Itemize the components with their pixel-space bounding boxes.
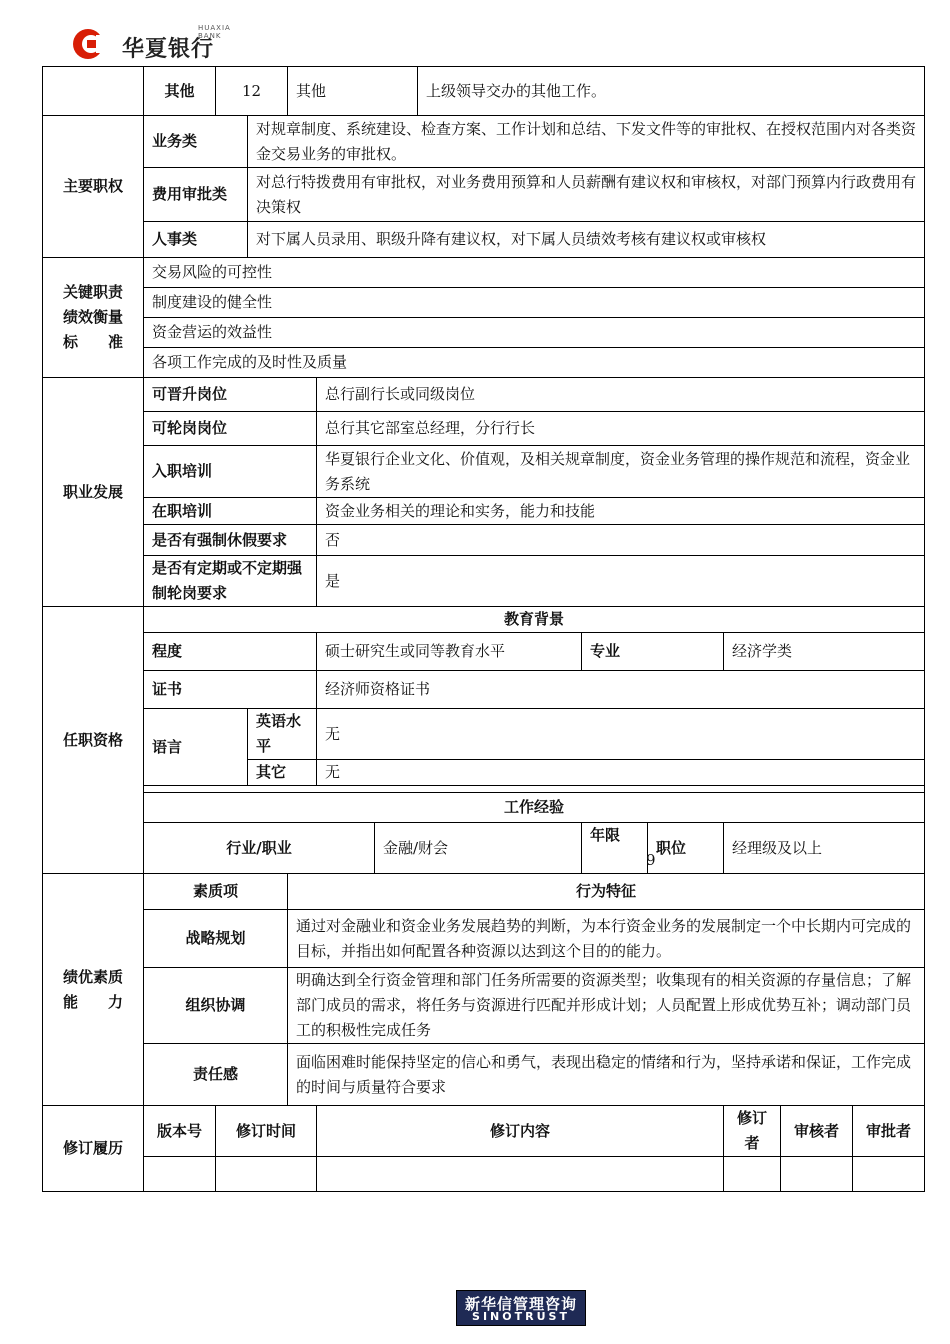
huaxia-bank-logo [70, 24, 250, 64]
years-label-text: 年限 [590, 826, 621, 844]
revision-col-time: 修订时间 [216, 1106, 317, 1157]
kpi-item: 制度建设的健全性 [144, 288, 925, 318]
authority-desc: 对下属人员录用、职级升降有建议权，对下属人员绩效考核有建议权或审核权 [248, 222, 925, 258]
revision-cell [781, 1157, 853, 1192]
job-description-table [42, 66, 925, 1192]
career-value: 是 [317, 556, 925, 607]
degree-row [43, 633, 925, 671]
career-value: 资金业务相关的理论和实务，能力和技能 [317, 498, 925, 525]
duty-desc: 上级领导交办的其他工作。 [418, 67, 925, 116]
qualification-label: 任职资格 [43, 607, 144, 874]
logo-chinese-name: 华夏银行 [122, 37, 215, 62]
revision-header-row [43, 1106, 925, 1157]
competency-col-item: 素质项 [144, 874, 288, 910]
competency-row [43, 968, 925, 1044]
career-value: 总行其它部室总经理，分行行长 [317, 412, 925, 446]
degree-label: 程度 [144, 633, 317, 671]
experience-row [43, 823, 925, 874]
education-header-row [43, 607, 925, 633]
kpi-item: 交易风险的可控性 [144, 258, 925, 288]
revision-col-content: 修订内容 [317, 1106, 724, 1157]
revision-cell [724, 1157, 781, 1192]
position-value: 经理级及以上 [724, 823, 925, 874]
authority-name: 业务类 [144, 116, 248, 168]
education-header: 教育背景 [144, 607, 925, 633]
language-label: 语言 [144, 709, 248, 786]
competency-label-line: 能 力 [62, 992, 123, 1011]
other-language-label: 其它 [248, 760, 317, 786]
kpi-row [43, 348, 925, 378]
footer-english-name: SINOTRUST [472, 1310, 570, 1323]
duty-category: 其他 [144, 67, 216, 116]
competency-desc: 明确达到全行资金管理和部门任务所需要的资源类型；收集现有的相关资源的存量信息；了解部门成员的需求，将任务与资源进行匹配并形成计划；人员配置上形成优势互补；调动部门员工的积极性完成任务 [288, 968, 925, 1044]
revision-empty-row [43, 1157, 925, 1192]
major-label: 专业 [582, 633, 724, 671]
authority-name: 人事类 [144, 222, 248, 258]
certificate-row [43, 671, 925, 709]
competency-name: 组织协调 [144, 968, 288, 1044]
revision-col-reviser: 修订者 [724, 1106, 781, 1157]
competency-name: 责任感 [144, 1044, 288, 1106]
authority-row [43, 222, 925, 258]
career-name: 在职培训 [144, 498, 317, 525]
career-value: 华夏银行企业文化、价值观，及相关规章制度，资金业务管理的操作规范和流程，资金业务系统 [317, 446, 925, 498]
other-language-value: 无 [317, 760, 925, 786]
authority-row [43, 168, 925, 222]
career-row [43, 446, 925, 498]
duty-row-other [43, 67, 925, 116]
career-name: 是否有强制休假要求 [144, 525, 317, 556]
competency-name: 战略规划 [144, 910, 288, 968]
career-row [43, 498, 925, 525]
revision-col-approver: 审批者 [853, 1106, 925, 1157]
kpi-row [43, 318, 925, 348]
competency-desc: 通过对金融业和资金业务发展趋势的判断，为本行资金业务的发展制定一个中长期内可完成的目标，并指出如何配置各种资源以达到这个目的的能力。 [288, 910, 925, 968]
spacer-cell [144, 786, 925, 793]
english-value: 无 [317, 709, 925, 760]
logo-english-name: HUAXIA BANK [198, 24, 231, 40]
career-name: 是否有定期或不定期强制轮岗要求 [144, 556, 317, 607]
experience-header-row [43, 793, 925, 823]
duty-number: 12 [216, 67, 288, 116]
english-label: 英语水平 [248, 709, 317, 760]
career-label: 职业发展 [43, 378, 144, 607]
kpi-item: 资金营运的效益性 [144, 318, 925, 348]
career-row [43, 525, 925, 556]
competency-col-behavior: 行为特征 [288, 874, 925, 910]
career-row [43, 412, 925, 446]
revision-cell [144, 1157, 216, 1192]
authority-name: 费用审批类 [144, 168, 248, 222]
huaxia-logo-icon [70, 26, 112, 62]
competency-row [43, 1044, 925, 1106]
competency-desc: 面临困难时能保持坚定的信心和勇气，表现出稳定的情绪和行为，坚持承诺和保证，工作完成的时间与质量符合要求 [288, 1044, 925, 1106]
revision-col-reviewer: 审核者 [781, 1106, 853, 1157]
career-name: 可轮岗岗位 [144, 412, 317, 446]
career-name: 入职培训 [144, 446, 317, 498]
years-value: 9 [646, 851, 656, 869]
revision-col-version: 版本号 [144, 1106, 216, 1157]
blank-cell [43, 67, 144, 116]
experience-header: 工作经验 [144, 793, 925, 823]
career-value: 总行副行长或同级岗位 [317, 378, 925, 412]
authority-label: 主要职权 [43, 116, 144, 258]
kpi-row [43, 288, 925, 318]
career-row [43, 378, 925, 412]
revision-cell [853, 1157, 925, 1192]
major-value: 经济学类 [724, 633, 925, 671]
industry-value: 金融/财会 [375, 823, 582, 874]
certificate-value: 经济师资格证书 [317, 671, 925, 709]
spacer-row [43, 786, 925, 793]
position-label: 职位 [648, 823, 724, 874]
kpi-label-line: 绩效衡量 [62, 308, 123, 326]
duty-item: 其他 [288, 67, 418, 116]
kpi-row [43, 258, 925, 288]
kpi-label-line: 关键职责 [62, 283, 123, 301]
certificate-label: 证书 [144, 671, 317, 709]
authority-desc: 对总行特拨费用有审批权，对业务费用预算和人员薪酬有建议权和审核权，对部门预算内行政费用有决策权 [248, 168, 925, 222]
career-row [43, 556, 925, 607]
years-label [582, 823, 656, 874]
career-name: 可晋升岗位 [144, 378, 317, 412]
industry-label: 行业/职业 [144, 823, 375, 874]
sinotrust-footer-logo [456, 1290, 586, 1326]
revision-cell [216, 1157, 317, 1192]
competency-row [43, 910, 925, 968]
kpi-label [43, 258, 144, 378]
revision-label: 修订履历 [43, 1106, 144, 1192]
competency-label [43, 874, 144, 1106]
revision-cell [317, 1157, 724, 1192]
career-value: 否 [317, 525, 925, 556]
authority-desc: 对规章制度、系统建设、检查方案、工作计划和总结、下发文件等的审批权、在授权范围内对各类资金交易业务的审批权。 [248, 116, 925, 168]
kpi-item: 各项工作完成的及时性及质量 [144, 348, 925, 378]
footer-chinese-name: 新华信管理咨询 [464, 1295, 577, 1313]
authority-row [43, 116, 925, 168]
language-row [43, 709, 925, 760]
degree-value: 硕士研究生或同等教育水平 [317, 633, 582, 671]
kpi-label-line: 标 准 [62, 333, 123, 351]
competency-label-line: 绩优素质 [62, 967, 123, 986]
competency-header-row [43, 874, 925, 910]
